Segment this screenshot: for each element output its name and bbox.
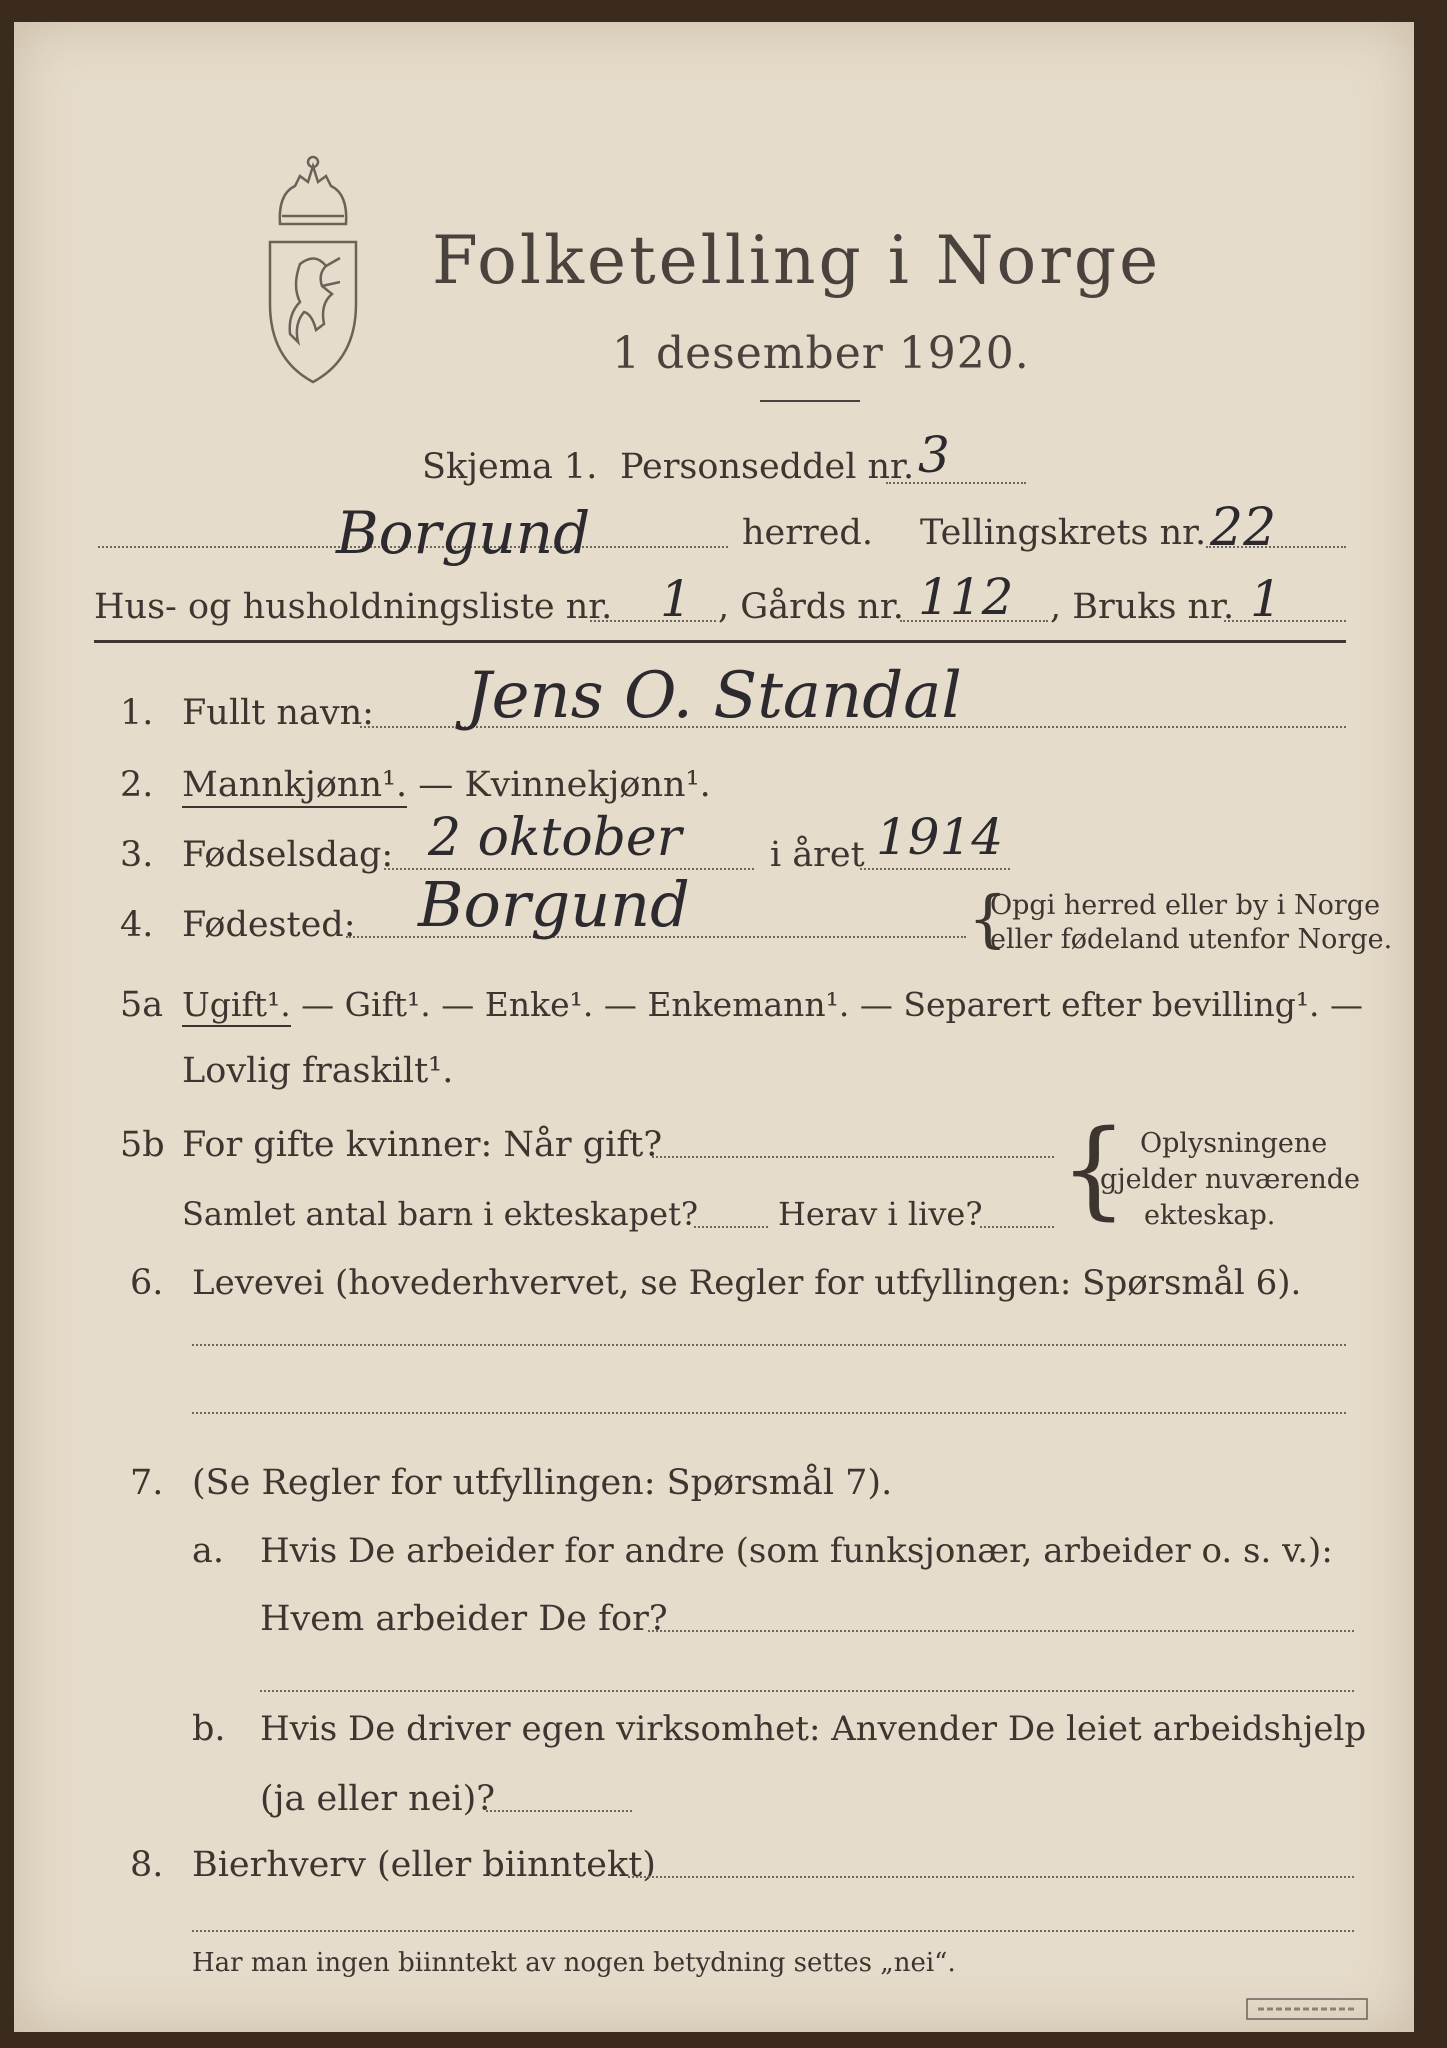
gards-label: , Gårds nr. <box>718 587 904 627</box>
employer-field-line2[interactable] <box>260 1690 1354 1692</box>
gender-female-option[interactable]: Kvinnekjønn¹. <box>464 765 711 805</box>
q5b-alive-label: Herav i live? <box>778 1195 983 1233</box>
q7b-letter: b. <box>192 1709 226 1749</box>
skjema-label: Skjema 1. <box>422 447 598 487</box>
printer-stamp-icon <box>1246 1998 1368 2020</box>
occupation-field-line2[interactable] <box>192 1412 1346 1414</box>
personseddel-field[interactable] <box>886 482 1026 484</box>
q3-number: 3. <box>120 835 154 875</box>
q4-number: 4. <box>120 905 154 945</box>
q6-number: 6. <box>130 1263 164 1303</box>
q4-note-line2: eller fødeland utenfor Norge. <box>990 924 1393 955</box>
q5a-number: 5a <box>120 985 164 1025</box>
q5a-options <box>182 985 1364 1024</box>
bruks-field[interactable] <box>1224 620 1346 622</box>
q4-label: Fødested: <box>182 905 356 945</box>
occupation-field-line1[interactable] <box>192 1344 1346 1346</box>
birth-year-field[interactable] <box>860 868 1010 870</box>
marital-status-other-options[interactable]: — Gift¹. — Enke¹. — Enkemann¹. — Separert efter bevilling¹. — <box>290 985 1364 1024</box>
q5b-note-line1: Oplysningene <box>1140 1128 1328 1159</box>
herred-value: Borgund <box>336 499 591 567</box>
children-alive-field[interactable] <box>980 1226 1054 1228</box>
q7a-line2: Hvem arbeider De for? <box>260 1599 668 1639</box>
q5b-number: 5b <box>120 1125 165 1165</box>
gards-value: 112 <box>918 568 1014 626</box>
birthday-value: 2 oktober <box>428 808 682 868</box>
q7b-line1: Hvis De driver egen virksomhet: Anvender De leiet arbeidshjelp <box>260 1709 1367 1749</box>
husholdningsliste-field[interactable] <box>590 620 716 622</box>
q7a-letter: a. <box>192 1531 224 1571</box>
q5b-line1: For gifte kvinner: Når gift? <box>182 1125 663 1165</box>
q2-number: 2. <box>120 765 154 805</box>
marital-status-unmarried-option[interactable]: Ugift¹. <box>182 985 291 1027</box>
header-double-rule <box>94 640 1346 643</box>
q5a-line2[interactable]: Lovlig fraskilt¹. <box>182 1051 454 1091</box>
census-form-sheet <box>14 22 1414 2032</box>
q8-number: 8. <box>130 1845 164 1885</box>
herred-label: herred. <box>742 513 873 553</box>
children-total-field[interactable] <box>694 1226 768 1228</box>
q7-label: (Se Regler for utfyllingen: Spørsmål 7). <box>192 1463 893 1503</box>
q5b-note-line3: ekteskap. <box>1144 1200 1276 1231</box>
husholdningsliste-label: Hus- og husholdningsliste nr. <box>94 587 613 627</box>
tellingskrets-value: 22 <box>1210 498 1277 558</box>
birthplace-value: Borgund <box>418 868 690 941</box>
secondary-income-field-line2[interactable] <box>192 1930 1354 1932</box>
q8-label: Bierhverv (eller biinntekt) <box>192 1845 656 1885</box>
q7a-line1: Hvis De arbeider for andre (som funksjonær, arbeider o. s. v.): <box>260 1531 1333 1571</box>
birth-year-value: 1914 <box>876 808 1004 866</box>
q3-year-label: i året <box>770 835 865 875</box>
full-name-value: Jens O. Standal <box>466 659 962 733</box>
q1-label: Fullt navn: <box>182 693 374 733</box>
q4-note-line1: Opgi herred eller by i Norge <box>990 890 1381 921</box>
married-when-field[interactable] <box>652 1156 1054 1158</box>
q7b-line2: (ja eller nei)? <box>260 1779 496 1819</box>
personseddel-value: 3 <box>918 426 950 484</box>
hired-help-field[interactable] <box>486 1810 632 1812</box>
employer-field-line1[interactable] <box>648 1630 1354 1632</box>
q7-number: 7. <box>130 1463 164 1503</box>
q5b-note-line2: gjelder nuværende <box>1100 1164 1360 1195</box>
census-date: 1 desember 1920. <box>612 328 1030 379</box>
q3-label: Fødselsdag: <box>182 835 394 875</box>
form-title: Folketelling i Norge <box>432 222 1162 299</box>
bruks-value: 1 <box>1250 570 1282 628</box>
q1-number: 1. <box>120 693 154 733</box>
bruks-label: , Bruks nr. <box>1050 587 1235 627</box>
norway-coat-of-arms-icon <box>260 154 366 386</box>
q5b-brace: { <box>1060 1107 1128 1230</box>
footnote: Har man ingen biinntekt av nogen betydning settes „nei“. <box>192 1948 956 1978</box>
title-divider <box>760 400 860 402</box>
gender-male-option[interactable]: Mannkjønn¹. <box>182 765 407 808</box>
q4-brace: { <box>968 882 1008 955</box>
tellingskrets-label: Tellingskrets nr. <box>920 513 1207 553</box>
q5b-children-label: Samlet antal barn i ekteskapet? <box>182 1195 699 1233</box>
q6-label: Levevei (hovederhvervet, se Regler for utfyllingen: Spørsmål 6). <box>192 1263 1302 1303</box>
q2-options <box>182 765 711 805</box>
personseddel-label: Personseddel nr. <box>620 447 915 487</box>
q2-separator: — <box>407 765 465 805</box>
secondary-income-field-line1[interactable] <box>628 1876 1354 1878</box>
husholdningsliste-value: 1 <box>660 570 692 628</box>
